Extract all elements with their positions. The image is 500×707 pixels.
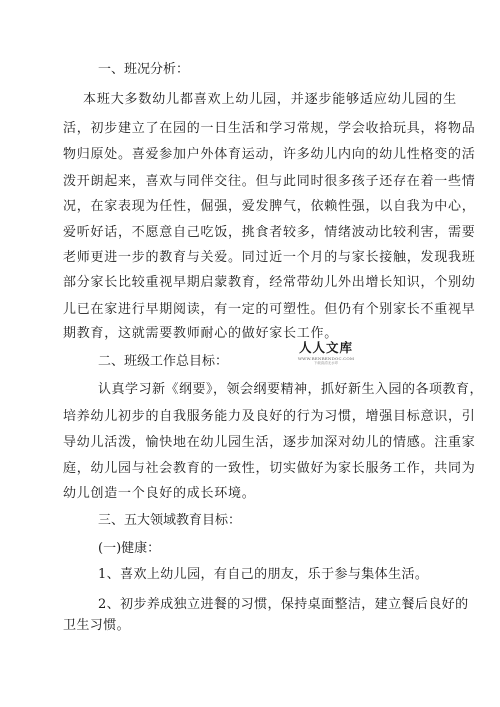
section-heading-five-domains: 三、五大领域教育目标：	[98, 513, 242, 528]
paragraph-line: 本班大多数幼儿都喜欢上幼儿园，并逐步能够适应幼儿园的生	[83, 92, 457, 107]
paragraph-line: 部分家长比较重视早期启蒙教育，经常带幼儿外出增长知识，个别幼	[63, 275, 476, 290]
renrendoc-logo	[294, 342, 358, 372]
paragraph-line: 幼儿创造一个良好的成长环境。	[63, 486, 256, 501]
paragraph-line: 物归原处。喜爱参加户外体育运动，许多幼儿内向的幼儿性格变的活	[63, 147, 476, 162]
paragraph-line: 培养幼儿初步的自我服务能力及良好的行为习惯，增强目标意识，引	[63, 409, 476, 424]
sub-heading-health: (一)健康：	[98, 541, 161, 556]
paragraph-line: 期教育，这就需要教师耐心的做好家长工作。	[63, 326, 339, 341]
logo-tagline: 下载高清无水印	[313, 360, 339, 365]
paragraph-line: 庭，幼儿园与社会教育的一致性，切实做好为家长服务工作，共同为	[63, 461, 476, 476]
logo-name: 人人文库	[298, 340, 353, 355]
paragraph-line: 认真学习新《纲要》，领会纲要精神，抓好新生入园的各项教育，	[98, 382, 484, 397]
logo-url: WWW.RENRENDOC.COM	[297, 355, 355, 361]
paragraph-line: 导幼儿活泼，愉快地在幼儿园生活，逐步加深对幼儿的情感。注重家	[63, 435, 476, 450]
goal-line: 2、初步养成独立进餐的习惯，保持桌面整洁，建立餐后良好的	[98, 597, 469, 612]
paragraph-line: 泼开朗起来，喜欢与同伴交往。但与此同时很多孩子还存在着一些情	[63, 174, 476, 189]
paragraph-line: 活，初步建立了在园的一日生活和学习常规，学会收拾玩具，将物品	[63, 121, 476, 136]
paragraph-line: 爱听好话，不愿意自己吃饭，挑食者较多，情绪波动比较利害，需要	[63, 225, 476, 240]
goal-line: 1、喜欢上幼儿园，有自己的朋友，乐于参与集体生活。	[98, 567, 429, 582]
paragraph-line: 况，在家表现为任性，倔强，爱发脾气，依赖性强，以自我为中心，	[63, 199, 476, 214]
paragraph-line: 儿已在家进行早期阅读，有一定的可塑性。但仍有个别家长不重视早	[63, 302, 476, 317]
goal-line: 卫生习惯。	[63, 618, 131, 633]
paragraph-line: 老师更进一步的教育与关爱。同过近一个月的与家长接触，发现我班	[63, 250, 476, 265]
section-heading-overall-goals: 二、班级工作总目标：	[98, 354, 229, 369]
section-heading-class-analysis: 一、班况分析：	[98, 62, 190, 77]
